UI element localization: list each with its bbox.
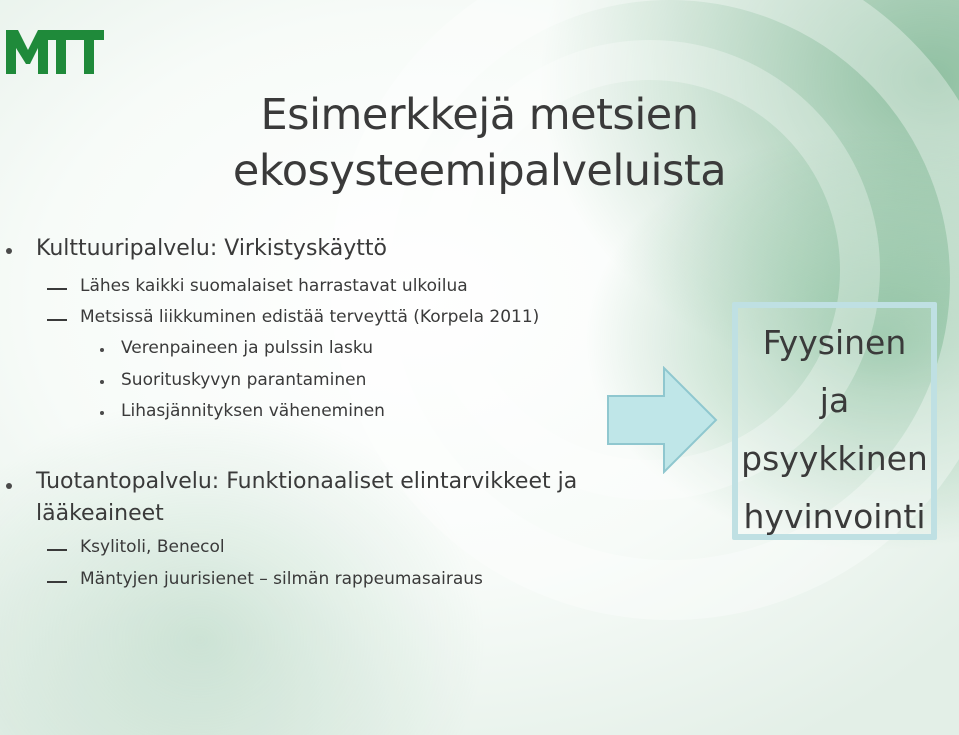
slide-title (0, 87, 959, 199)
bullet-item-production: Tuotantopalvelu: Funktionaaliset elintarvikkeet ja (36, 469, 578, 494)
title-line-1: Esimerkkejä metsien (260, 89, 699, 140)
sub-item-pine-fungi: Mäntyjen juurisienet – silmän rappeumasairaus (80, 569, 483, 589)
mtt-logo (4, 22, 104, 78)
dash-icon (47, 549, 67, 551)
bullet-item-cultural: Kulttuuripalvelu: Virkistyskäyttö (36, 236, 387, 261)
bullet-dot (100, 380, 104, 384)
sub-item-health: Metsissä liikkuminen edistää terveyttä (Korpela 2011) (80, 307, 540, 327)
box-line-3: psyykkinen (741, 439, 928, 478)
box-line-1: Fyysinen (762, 323, 907, 362)
bullet-dot (6, 483, 12, 489)
bullet-dot (100, 348, 104, 352)
sub-sub-item-blood-pressure: Verenpaineen ja pulssin lasku (121, 338, 373, 358)
dash-icon (47, 319, 67, 321)
box-line-4: hyvinvointi (743, 497, 926, 536)
box-line-2: ja (819, 381, 850, 420)
sub-sub-item-performance: Suorituskyvyn parantaminen (121, 370, 367, 390)
sub-item-xylitol: Ksylitoli, Benecol (80, 537, 225, 557)
title-line-2: ekosysteemipalveluista (232, 145, 727, 196)
bullet-item-production-cont: lääkeaineet (36, 501, 164, 526)
sub-item-outdoor: Lähes kaikki suomalaiset harrastavat ulkoilua (80, 276, 468, 296)
sub-sub-item-muscle-tension: Lihasjännityksen väheneminen (121, 401, 385, 421)
right-arrow-icon (606, 366, 718, 474)
bullet-dot (6, 248, 12, 254)
dash-icon (47, 581, 67, 583)
wellbeing-box (732, 302, 937, 540)
bullet-dot (100, 411, 104, 415)
dash-icon (47, 288, 67, 290)
